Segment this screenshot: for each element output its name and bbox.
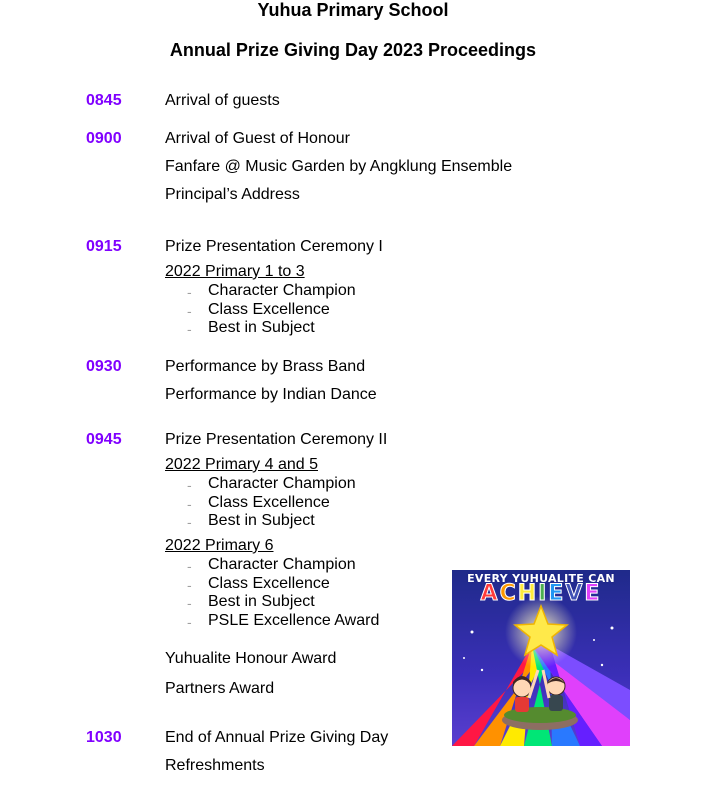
bullet-dash: - [187, 321, 192, 337]
group-heading: 2022 Primary 6 [165, 537, 274, 554]
bullet-dash: - [187, 595, 192, 611]
agenda-item: Yuhualite Honour Award [165, 650, 337, 667]
group-heading: 2022 Primary 1 to 3 [165, 263, 305, 280]
agenda-item: Prize Presentation Ceremony I [165, 238, 383, 255]
agenda-item: Performance by Indian Dance [165, 386, 377, 403]
agenda-item: Arrival of guests [165, 92, 280, 109]
page-title: Annual Prize Giving Day 2023 Proceedings [169, 40, 537, 60]
agenda-item: Refreshments [165, 757, 265, 774]
award-item: Character Champion [208, 475, 356, 492]
bullet-dash: - [187, 496, 192, 512]
group-heading: 2022 Primary 4 and 5 [165, 456, 318, 473]
bullet-dash: - [187, 577, 192, 593]
bullet-dash: - [187, 477, 192, 493]
poster-headline: ACHIEVE [480, 581, 602, 606]
time-0915: 0915 [86, 238, 122, 255]
time-1030: 1030 [86, 729, 122, 746]
award-item: PSLE Excellence Award [208, 612, 380, 629]
bullet-dash: - [187, 284, 192, 300]
bullet-dash: - [187, 514, 192, 530]
time-0845: 0845 [86, 92, 122, 109]
achieve-poster [452, 570, 630, 746]
time-0900: 0900 [86, 130, 122, 147]
time-0945: 0945 [86, 431, 122, 448]
award-item: Character Champion [208, 282, 356, 299]
bullet-dash: - [187, 614, 192, 630]
agenda-item: End of Annual Prize Giving Day [165, 729, 389, 746]
award-item: Class Excellence [208, 494, 330, 511]
agenda-item: Prize Presentation Ceremony II [165, 431, 388, 448]
school-name: Yuhua Primary School [257, 0, 449, 20]
agenda-item: Fanfare @ Music Garden by Angklung Ensemble [165, 158, 513, 175]
bullet-dash: - [187, 303, 192, 319]
award-item: Class Excellence [208, 575, 330, 592]
time-0930: 0930 [86, 358, 122, 375]
bullet-dash: - [187, 558, 192, 574]
agenda-item: Partners Award [165, 680, 275, 697]
award-item: Best in Subject [208, 512, 315, 529]
agenda-item: Performance by Brass Band [165, 358, 366, 375]
poster-caption: EVERY YUHUALITE CAN [467, 572, 615, 585]
award-item: Character Champion [208, 556, 356, 573]
award-item: Best in Subject [208, 319, 315, 336]
award-item: Best in Subject [208, 593, 315, 610]
agenda-item: Arrival of Guest of Honour [165, 130, 350, 147]
award-item: Class Excellence [208, 301, 330, 318]
agenda-item: Principal’s Address [165, 186, 300, 203]
